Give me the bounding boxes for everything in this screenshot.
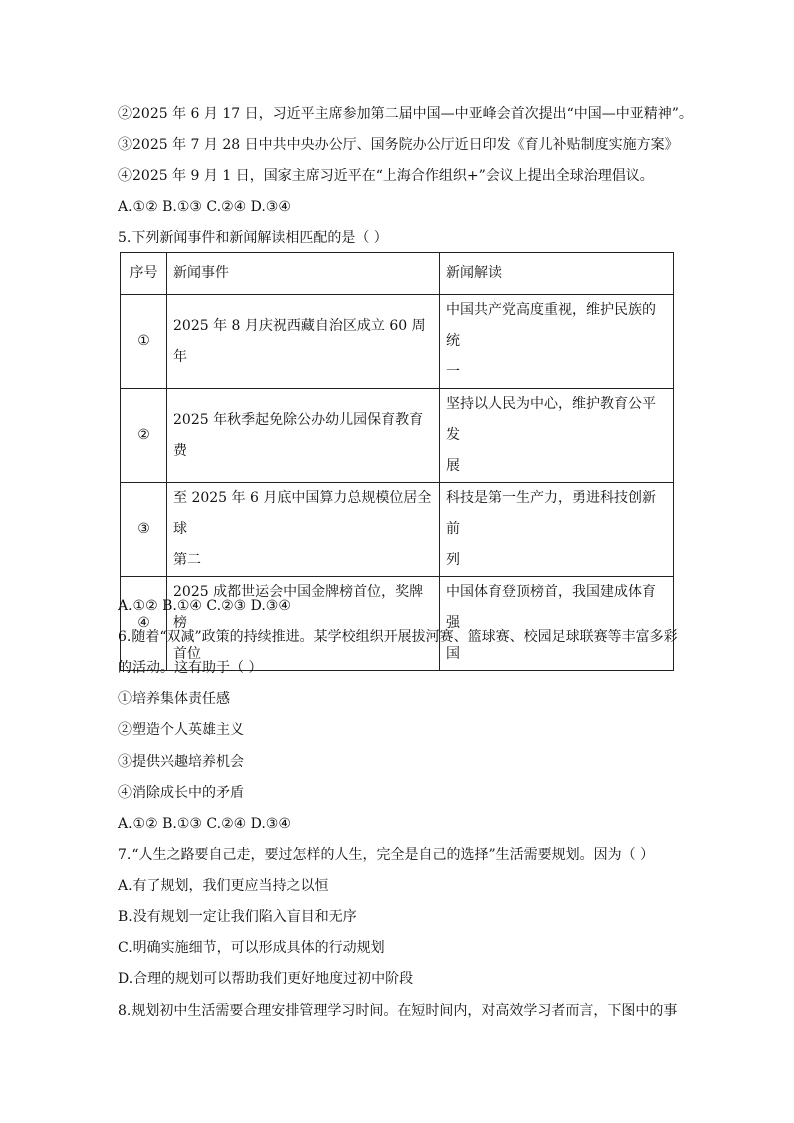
table-row (121, 295, 674, 389)
row-event (167, 295, 440, 389)
q4-options: A.①② B.①③ C.②④ D.③④ (118, 199, 291, 215)
q7-choice-c: C.明确实施细节，可以形成具体的行动规划 (118, 940, 385, 956)
row-event (167, 577, 440, 671)
header-interpretation: 新闻解读 (440, 253, 674, 295)
q6-item: ④消除成长中的矛盾 (118, 785, 244, 801)
row-number: ③ (121, 483, 167, 577)
header-number: 序号 (121, 253, 167, 295)
table-row (121, 483, 674, 577)
line-top-4: ④2025 年 9 月 1 日，国家主席习近平在“上海合作组织+”会议上提出全球治理倡议。 (118, 168, 654, 184)
q7-stem: 7.“人生之路要自己走，要过怎样的人生，完全是自己的选择”生活需要规划。因为（ ） (118, 847, 655, 863)
q5-stem: 5.下列新闻事件和新闻解读相匹配的是（ ） (118, 230, 388, 246)
event-text: 2025 年秋季起免除公办幼儿园保育教育费 (173, 411, 424, 459)
event-text: 第二 (173, 552, 201, 568)
interp-text: 列 (446, 552, 460, 568)
q6-stem-line2: 的活动。这有助于（ ） (118, 660, 263, 676)
event-text: 至 2025 年 6 月底中国算力总规模位居全球 (173, 490, 432, 537)
q6-item: ①培养集体责任感 (118, 691, 230, 707)
q5-options: A.①② B.①④ C.②③ D.③④ (118, 598, 291, 614)
line-top-2: ②2025 年 6 月 17 日，习近平主席参加第二届中国—中亚峰会首次提出“中国—中亚精神”。 (118, 106, 693, 122)
q6-stem-line1: 6.随着“双减”政策的持续推进。某学校组织开展拔河赛、篮球赛、校园足球联赛等丰富多彩 (118, 629, 678, 645)
interp-text: 展 (446, 458, 460, 474)
interp-text: 国 (446, 646, 460, 662)
interp-text: 一 (446, 364, 460, 380)
row-number: ① (121, 295, 167, 389)
q6-item: ③提供兴趣培养机会 (118, 754, 244, 770)
row-interpretation (440, 577, 674, 671)
q7-choice-d: D.合理的规划可以帮助我们更好地度过初中阶段 (118, 971, 414, 987)
row-number: ② (121, 389, 167, 483)
event-text: 2025 年 8 月庆祝西藏自治区成立 60 周年 (173, 317, 426, 365)
interp-text: 科技是第一生产力，勇进科技创新前 (446, 490, 656, 537)
q6-item: ②塑造个人英雄主义 (118, 722, 244, 738)
row-interpretation (440, 483, 674, 577)
interp-text: 坚持以人民为中心，维护教育公平发 (446, 396, 656, 443)
table-header-row (121, 253, 674, 295)
q7-choice-b: B.没有规划一定让我们陷入盲目和无序 (118, 909, 357, 925)
q6-options: A.①② B.①③ C.②④ D.③④ (118, 816, 291, 832)
event-text: 2025 成都世运会中国金牌榜首位，奖牌榜 (173, 584, 424, 631)
line-top-3: ③2025 年 7 月 28 日中共中央办公厅、国务院办公厅近日印发《育儿补贴制度实施方案》 (118, 137, 679, 153)
row-number: ④ (121, 577, 167, 671)
row-interpretation (440, 295, 674, 389)
row-interpretation (440, 389, 674, 483)
q7-choice-a: A.有了规划，我们更应当持之以恒 (118, 878, 329, 894)
interp-text: 中国共产党高度重视，维护民族的统 (446, 302, 656, 349)
event-text: 首位 (173, 646, 201, 662)
table-row (121, 577, 674, 671)
table-row (121, 389, 674, 483)
header-event: 新闻事件 (167, 253, 440, 295)
row-event (167, 483, 440, 577)
q8-stem: 8.规划初中生活需要合理安排管理学习时间。在短时间内，对高效学习者而言，下图中的事 (118, 1003, 678, 1019)
interp-text: 中国体育登顶榜首，我国建成体育强 (446, 584, 656, 631)
row-event (167, 389, 440, 483)
